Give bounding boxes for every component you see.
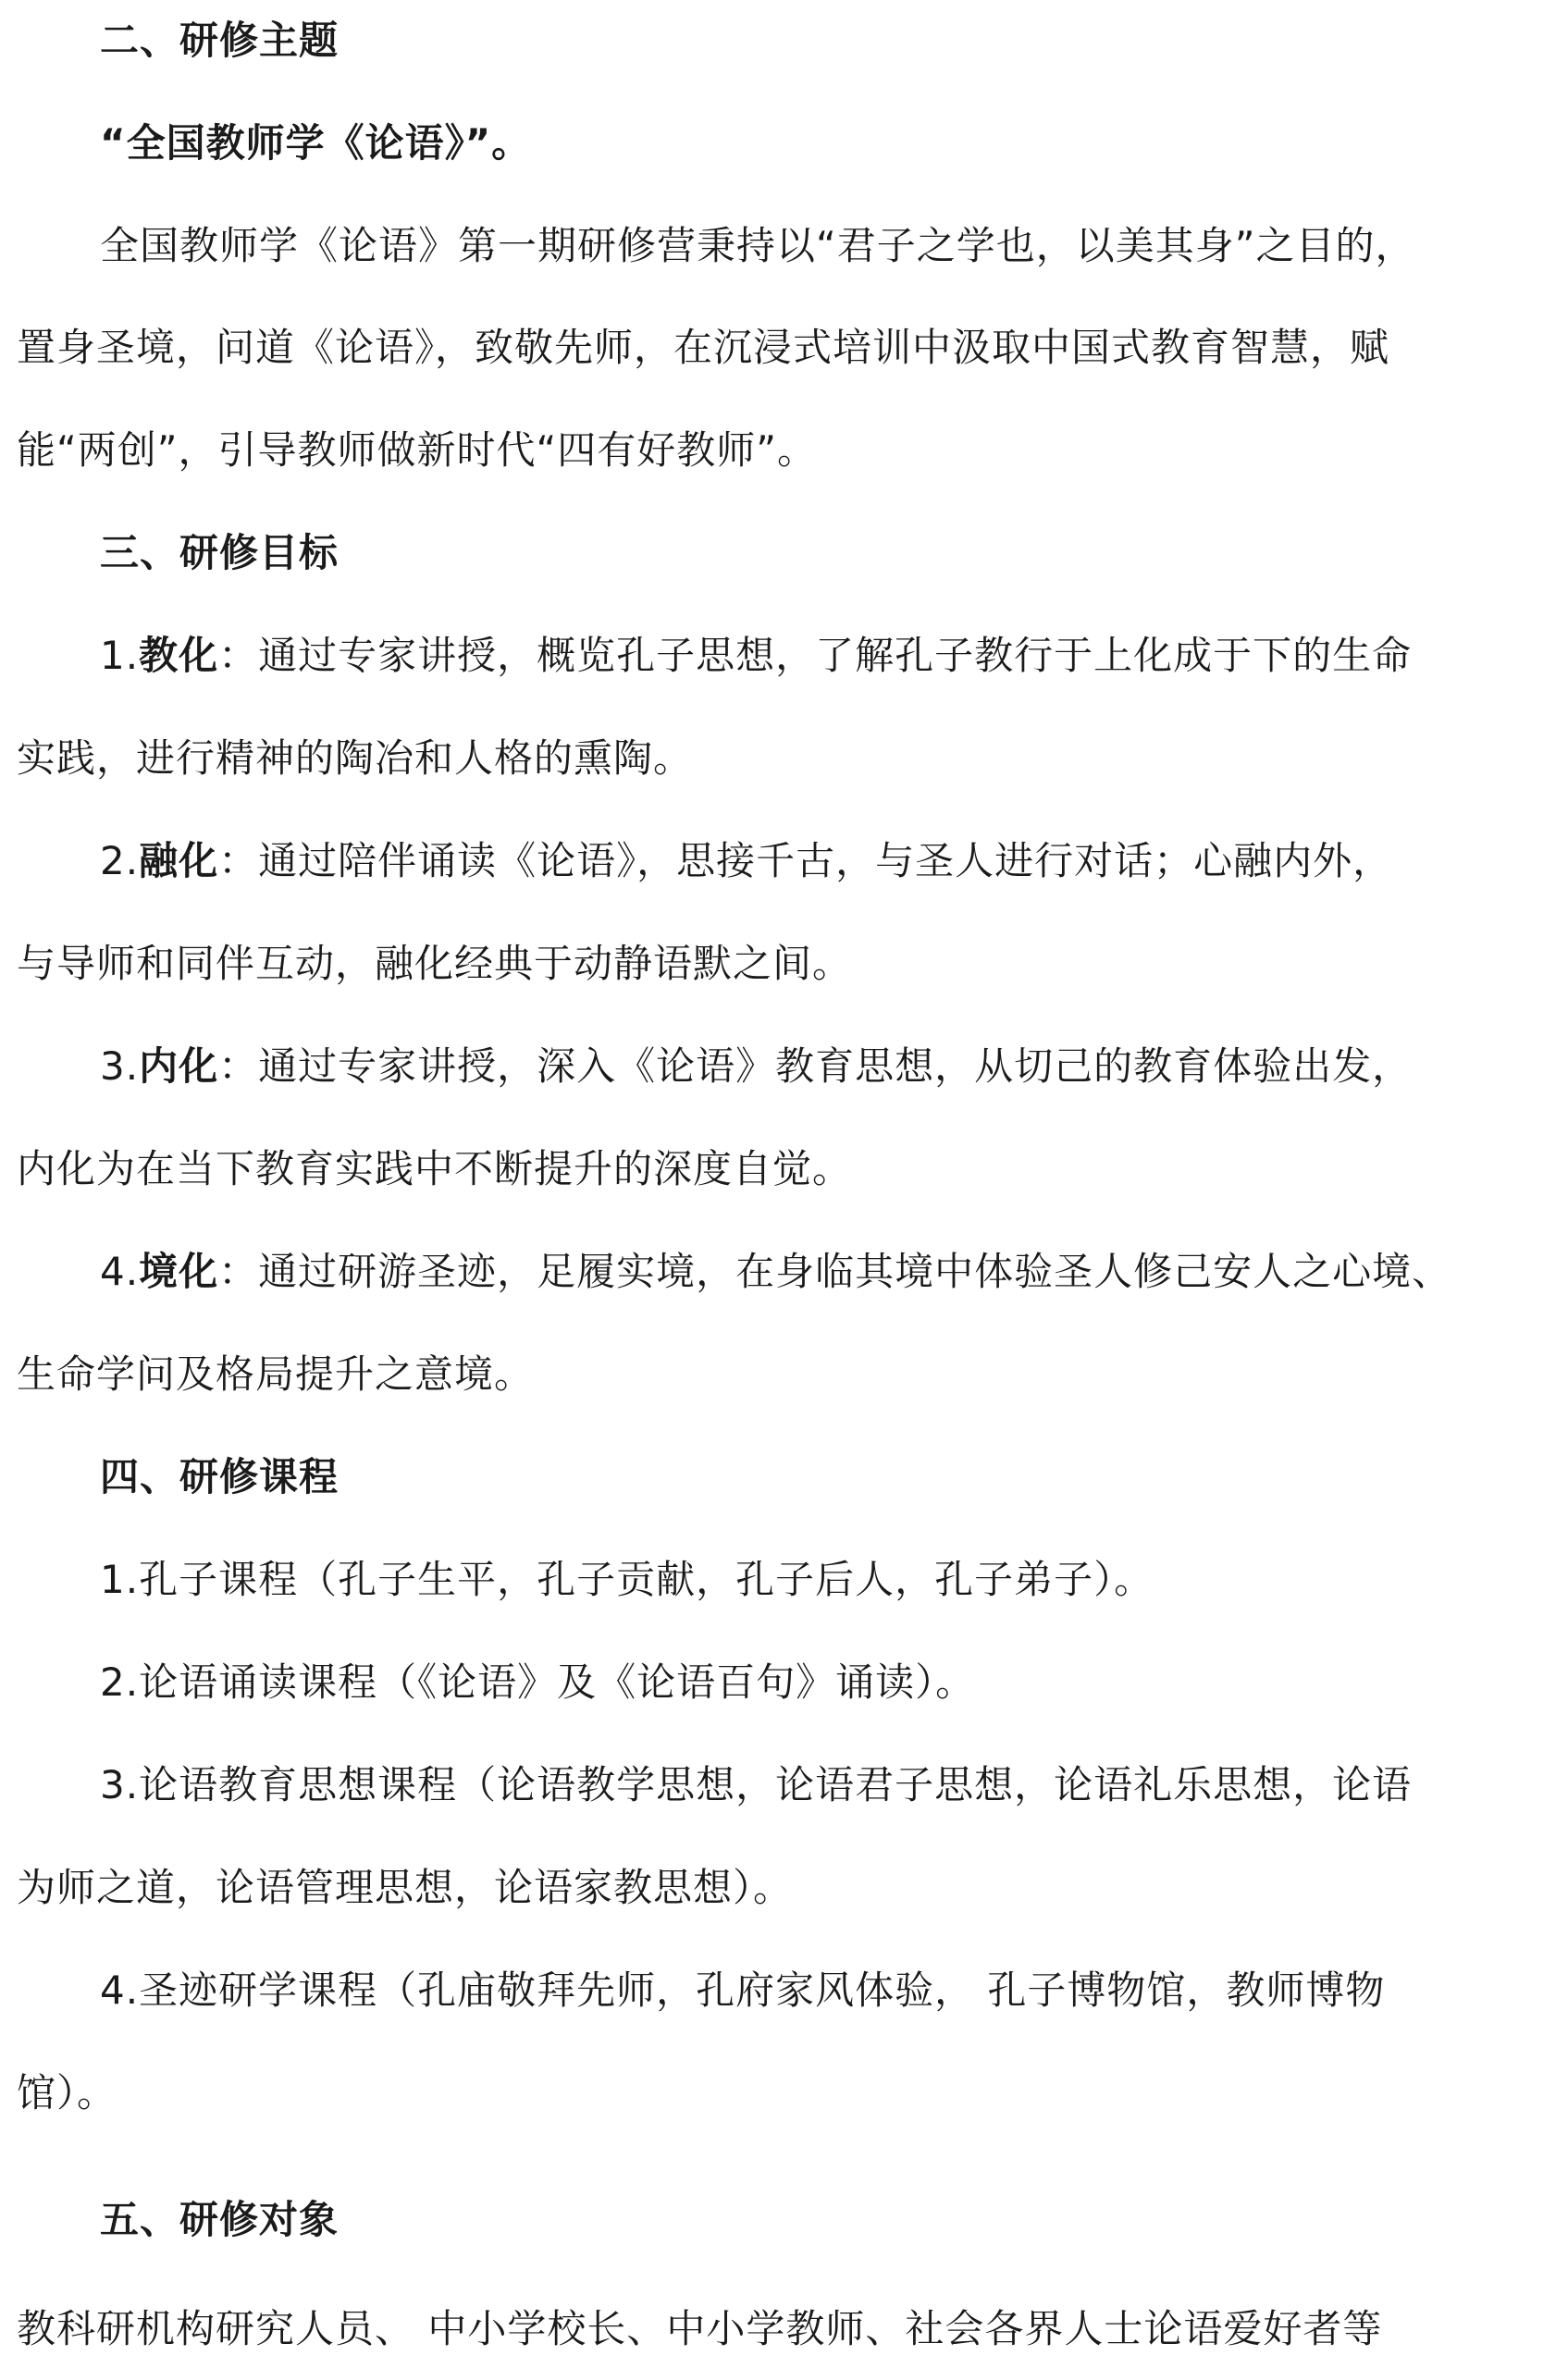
- goal-text: ：通过专家讲授，概览孔子思想，了解孔子教行于上化成于下的生命: [218, 633, 1413, 678]
- goal-text: ：通过研游圣迹，足履实境，在身临其境中体验圣人修己安人之心境、: [218, 1249, 1452, 1294]
- theme-paragraph-line: 能“两创”，引导教师做新时代“四有好教师”。: [17, 427, 818, 473]
- theme-paragraph-line: 全国教师学《论语》第一期研修营秉持以“君子之学也，以美其身”之目的，: [100, 223, 1415, 268]
- course-line: 为师之道，论语管理思想，论语家教思想）。: [17, 1865, 794, 1910]
- goal-text-continued: 生命学问及格局提升之意境。: [17, 1351, 535, 1397]
- audience-line: 教科研机构研究人员、 中小学校长、中小学教师、社会各界人士论语爱好者等: [17, 2306, 1383, 2351]
- goal-number: 2.: [100, 838, 140, 883]
- theme-paragraph-line: 置身圣境，问道《论语》，致敬先师，在沉浸式培训中汲取中国式教育智慧，赋: [17, 325, 1390, 370]
- goal-text: ：通过专家讲授，深入《论语》教育思想，从切己的教育体验出发，: [218, 1043, 1413, 1089]
- goal-number: 4.: [100, 1249, 140, 1294]
- goal-text: ：通过陪伴诵读《论语》，思接千古，与圣人进行对话；心融内外，: [218, 838, 1393, 883]
- goal-number: 1.: [100, 633, 140, 678]
- goal-item: [100, 1039, 1549, 1094]
- course-line: 2.论语诵读课程（《论语》及《论语百句》诵读）。: [100, 1659, 976, 1705]
- goal-item: [100, 833, 1549, 889]
- goal-item: [100, 1244, 1549, 1300]
- goal-term: 教化: [139, 633, 219, 678]
- course-line: 馆）。: [17, 2070, 117, 2115]
- section-heading-courses: 四、研修课程: [100, 1454, 340, 1499]
- goal-text-continued: 内化为在当下教育实践中不断提升的深度自觉。: [17, 1146, 853, 1191]
- course-line: 3.论语教育思想课程（论语教学思想，论语君子思想，论语礼乐思想，论语: [100, 1762, 1413, 1807]
- course-line: 1.孔子课程（孔子生平，孔子贡献，孔子后人，孔子弟子）。: [100, 1557, 1154, 1602]
- goal-term: 境化: [139, 1249, 219, 1294]
- section-heading-theme: 二、研修主题: [100, 18, 340, 63]
- goal-text-continued: 实践，进行精神的陶冶和人格的熏陶。: [17, 735, 694, 781]
- section-heading-audience: 五、研修对象: [100, 2197, 340, 2242]
- section-heading-goals: 三、研修目标: [100, 530, 340, 575]
- goal-term: 融化: [139, 838, 219, 883]
- goal-term: 内化: [139, 1043, 219, 1089]
- theme-title: “全国教师学《论语》”。: [100, 120, 532, 166]
- goal-item: [100, 628, 1549, 684]
- goal-text-continued: 与导师和同伴互动，融化经典于动静语默之间。: [17, 941, 853, 986]
- goal-number: 3.: [100, 1043, 140, 1089]
- course-line: 4.圣迹研学课程（孔庙敬拜先师，孔府家风体验， 孔子博物馆，教师博物: [100, 1967, 1386, 2013]
